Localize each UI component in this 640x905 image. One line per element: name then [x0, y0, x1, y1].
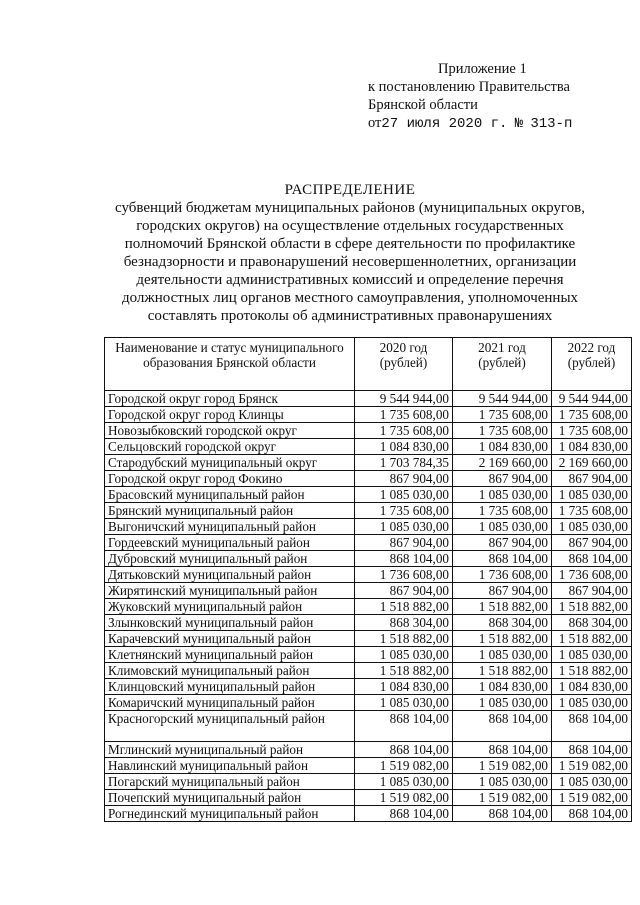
- amount-2022: 2 169 660,00: [552, 455, 632, 471]
- amount-2020: 1 085 030,00: [355, 647, 453, 663]
- amount-2021: 867 904,00: [453, 535, 552, 551]
- table-row: [105, 439, 632, 455]
- amount-2020: 1 085 030,00: [355, 487, 453, 503]
- amount-2021: 1 735 608,00: [453, 503, 552, 519]
- table-row: [105, 742, 632, 758]
- municipality-name: Стародубский муниципальный округ: [105, 455, 355, 471]
- municipality-name: Климовский муниципальный район: [105, 663, 355, 679]
- municipality-name: Карачевский муниципальный район: [105, 631, 355, 647]
- amount-2021: 868 104,00: [453, 806, 552, 822]
- table-row: [105, 758, 632, 774]
- amount-2021: 1 084 830,00: [453, 439, 552, 455]
- municipality-name: Гордеевский муниципальный район: [105, 535, 355, 551]
- amount-2022: 1 085 030,00: [552, 647, 632, 663]
- amount-2020: 868 304,00: [355, 615, 453, 631]
- amount-2022: 1 519 082,00: [552, 790, 632, 806]
- municipality-name: Погарский муниципальный район: [105, 774, 355, 790]
- amount-2020: 1 085 030,00: [355, 695, 453, 711]
- distribution-table: [104, 337, 632, 822]
- amount-2022: 1 518 882,00: [552, 631, 632, 647]
- header-2020: 2020 год (рублей): [355, 338, 453, 391]
- amount-2022: 1 085 030,00: [552, 519, 632, 535]
- amount-2020: 1 084 830,00: [355, 679, 453, 695]
- municipality-name: Жуковский муниципальный район: [105, 599, 355, 615]
- municipality-name: Мглинский муниципальный район: [105, 742, 355, 758]
- amount-2021: 9 544 944,00: [453, 391, 552, 407]
- amount-2022: 868 104,00: [552, 742, 632, 758]
- table-row: [105, 391, 632, 407]
- amount-2020: 1 085 030,00: [355, 519, 453, 535]
- order-from: от: [368, 115, 382, 131]
- amount-2022: 1 736 608,00: [552, 567, 632, 583]
- municipality-name: Брянский муниципальный район: [105, 503, 355, 519]
- table-row: [105, 774, 632, 790]
- header-name: Наименование и статус муниципального образования Брянской области: [105, 338, 355, 391]
- amount-2022: 868 304,00: [552, 615, 632, 631]
- amount-2021: 1 736 608,00: [453, 567, 552, 583]
- amount-2021: 868 104,00: [453, 551, 552, 567]
- amount-2022: 1 519 082,00: [552, 758, 632, 774]
- amount-2022: 1 085 030,00: [552, 487, 632, 503]
- amount-2022: 867 904,00: [552, 583, 632, 599]
- table-row: [105, 519, 632, 535]
- amount-2021: 2 169 660,00: [453, 455, 552, 471]
- amount-2022: 1 518 882,00: [552, 599, 632, 615]
- amount-2020: 1 518 882,00: [355, 663, 453, 679]
- amount-2022: 1 735 608,00: [552, 407, 632, 423]
- amount-2022: 1 518 882,00: [552, 663, 632, 679]
- amount-2021: 1 085 030,00: [453, 519, 552, 535]
- amount-2021: 1 519 082,00: [453, 790, 552, 806]
- order-reference: [368, 114, 628, 133]
- amount-2022: 1 735 608,00: [552, 423, 632, 439]
- amount-2021: 1 085 030,00: [453, 487, 552, 503]
- amount-2020: 1 519 082,00: [355, 790, 453, 806]
- amount-2022: 868 104,00: [552, 806, 632, 822]
- table-row: [105, 487, 632, 503]
- header-2022: 2022 год (рублей): [552, 338, 632, 391]
- municipality-name: Злынковский муниципальный район: [105, 615, 355, 631]
- municipality-name: Дятьковский муниципальный район: [105, 567, 355, 583]
- municipality-name: Сельцовский городской округ: [105, 439, 355, 455]
- table-row: [105, 647, 632, 663]
- amount-2020: 867 904,00: [355, 471, 453, 487]
- table-row: [105, 407, 632, 423]
- municipality-name: Брасовский муниципальный район: [105, 487, 355, 503]
- table-row: [105, 503, 632, 519]
- table-row: [105, 679, 632, 695]
- amount-2021: 1 518 882,00: [453, 631, 552, 647]
- document-title: РАСПРЕДЕЛЕНИЕ: [284, 182, 416, 198]
- header-2021: 2021 год (рублей): [453, 338, 552, 391]
- amount-2020: 1 084 830,00: [355, 439, 453, 455]
- order-date: 27 июля 2020 г.: [381, 116, 508, 132]
- municipality-name: Рогнединский муниципальный район: [105, 806, 355, 822]
- amount-2021: 867 904,00: [453, 583, 552, 599]
- amount-2021: 1 735 608,00: [453, 423, 552, 439]
- amount-2022: 868 104,00: [552, 551, 632, 567]
- table-row: [105, 631, 632, 647]
- municipality-name: Комаричский муниципальный район: [105, 695, 355, 711]
- amount-2020: 1 519 082,00: [355, 758, 453, 774]
- municipality-name: Клетнянский муниципальный район: [105, 647, 355, 663]
- table-row: [105, 471, 632, 487]
- document-heading: [100, 181, 600, 325]
- amount-2021: 868 104,00: [453, 742, 552, 758]
- amount-2020: 1 085 030,00: [355, 774, 453, 790]
- amount-2020: 1 735 608,00: [355, 423, 453, 439]
- amount-2020: 868 104,00: [355, 551, 453, 567]
- amount-2021: 1 084 830,00: [453, 679, 552, 695]
- table-header-row: [105, 338, 632, 391]
- amount-2022: 1 085 030,00: [552, 774, 632, 790]
- amount-2021: 1 085 030,00: [453, 774, 552, 790]
- table-row: [105, 790, 632, 806]
- table-row: [105, 583, 632, 599]
- amount-2020: 9 544 944,00: [355, 391, 453, 407]
- amount-2020: 868 104,00: [355, 806, 453, 822]
- municipality-name: Городской округ город Брянск: [105, 391, 355, 407]
- amount-2022: 868 104,00: [552, 711, 632, 742]
- table-row: [105, 806, 632, 822]
- amount-2021: 1 518 882,00: [453, 599, 552, 615]
- appendix-title: Приложение 1: [438, 61, 527, 77]
- amount-2022: 1 735 608,00: [552, 503, 632, 519]
- municipality-name: Городской округ город Фокино: [105, 471, 355, 487]
- table-row: [105, 695, 632, 711]
- amount-2020: 868 104,00: [355, 742, 453, 758]
- document-subtitle: субвенций бюджетам муниципальных районов (муниципальных округов, городских округов) на осуществление отдельных государственных полномочий Брянской области в сфере деятельности по профилактике безнадзорности и правонарушений несовершеннолетних, организации деятельности административных комиссий и определение перечня должностных лиц органов местного самоуправления, уполномоченных составлять протоколы об административных правонарушениях: [114, 200, 586, 324]
- amount-2020: 1 736 608,00: [355, 567, 453, 583]
- amount-2021: 868 104,00: [453, 711, 552, 742]
- amount-2020: 1 518 882,00: [355, 631, 453, 647]
- amount-2021: 1 735 608,00: [453, 407, 552, 423]
- amount-2020: 868 104,00: [355, 711, 453, 742]
- amount-2020: 1 518 882,00: [355, 599, 453, 615]
- municipality-name: Выгоничский муниципальный район: [105, 519, 355, 535]
- table-body: [105, 391, 632, 822]
- amount-2022: 1 084 830,00: [552, 439, 632, 455]
- table-row: [105, 663, 632, 679]
- amount-2021: 1 085 030,00: [453, 695, 552, 711]
- appendix-line-2: Брянской области: [368, 97, 478, 113]
- amount-2021: 1 085 030,00: [453, 647, 552, 663]
- municipality-name: Новозыбковский городской округ: [105, 423, 355, 439]
- order-number: 313-п: [530, 116, 573, 132]
- amount-2022: 867 904,00: [552, 471, 632, 487]
- municipality-name: Навлинский муниципальный район: [105, 758, 355, 774]
- appendix-line-1: к постановлению Правительства: [368, 79, 570, 95]
- amount-2020: 867 904,00: [355, 583, 453, 599]
- amount-2022: 867 904,00: [552, 535, 632, 551]
- municipality-name: Дубровский муниципальный район: [105, 551, 355, 567]
- amount-2020: 1 703 784,35: [355, 455, 453, 471]
- municipality-name: Красногорский муниципальный район: [105, 711, 355, 742]
- amount-2022: 1 084 830,00: [552, 679, 632, 695]
- amount-2020: 867 904,00: [355, 535, 453, 551]
- table-row: [105, 535, 632, 551]
- amount-2020: 1 735 608,00: [355, 407, 453, 423]
- table-row: [105, 567, 632, 583]
- municipality-name: Жирятинский муниципальный район: [105, 583, 355, 599]
- appendix-block: [368, 60, 628, 133]
- table-row: [105, 423, 632, 439]
- order-number-sign: №: [514, 116, 524, 132]
- table-row: [105, 455, 632, 471]
- amount-2020: 1 735 608,00: [355, 503, 453, 519]
- amount-2021: 1 519 082,00: [453, 758, 552, 774]
- table-row: [105, 615, 632, 631]
- amount-2021: 867 904,00: [453, 471, 552, 487]
- amount-2022: 9 544 944,00: [552, 391, 632, 407]
- amount-2022: 1 085 030,00: [552, 695, 632, 711]
- municipality-name: Почепский муниципальный район: [105, 790, 355, 806]
- amount-2021: 868 304,00: [453, 615, 552, 631]
- municipality-name: Клинцовский муниципальный район: [105, 679, 355, 695]
- municipality-name: Городской округ город Клинцы: [105, 407, 355, 423]
- table-row: [105, 599, 632, 615]
- table-row: [105, 711, 632, 742]
- amount-2021: 1 518 882,00: [453, 663, 552, 679]
- table-row: [105, 551, 632, 567]
